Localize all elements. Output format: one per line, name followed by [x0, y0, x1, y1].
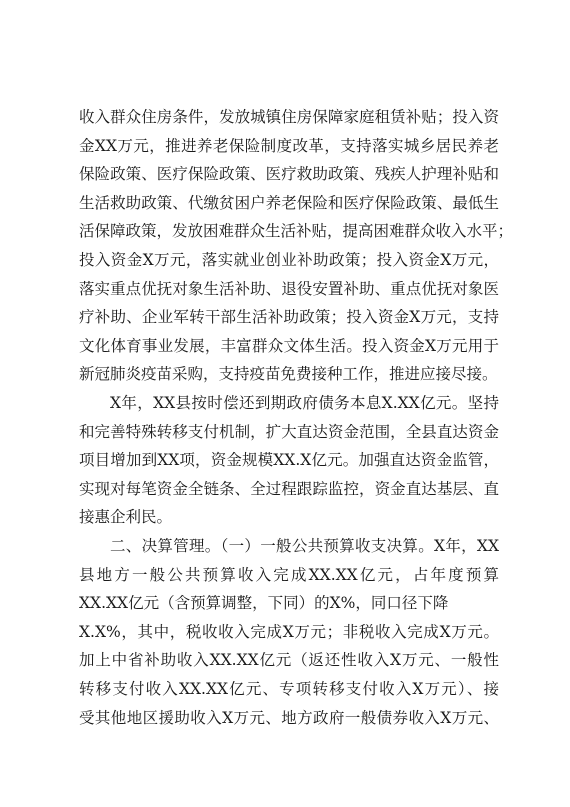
text-line: 生活救助政策、代缴贫困户养老保险和医疗保险政策、最低生: [79, 193, 499, 212]
text-line: 收入群众住房条件，发放城镇住房保障家庭租赁补贴；投入资: [79, 108, 499, 126]
text-line: 文化体育事业发展，丰富群众文体生活。投入资金X万元用于: [79, 336, 499, 355]
text-line: 受其他地区援助收入X万元、地方政府一般债券收入X万元、: [79, 708, 499, 727]
text-line: 二、决算管理。（一）一般公共预算收支决算。X年，XX: [110, 537, 499, 555]
text-line: 转移支付收入XX.XX亿元、专项转移支付收入X万元）、接: [79, 679, 499, 698]
text-line: 疗补助、企业军转干部生活补助政策；投入资金X万元，支持: [79, 308, 499, 327]
text-line: X.X%，其中，税收收入完成X万元；非税收入完成X万元。: [79, 622, 499, 641]
text-line: 投入资金X万元，落实就业创业补助政策；投入资金X万元，: [79, 250, 499, 269]
text-line: 和完善特殊转移支付机制，扩大直达资金范围，全县直达资金: [79, 422, 499, 441]
text-line: XX.XX亿元（含预算调整，下同）的X%，同口径下降: [79, 594, 449, 613]
text-line: 县地方一般公共预算收入完成XX.XX亿元，占年度预算: [79, 565, 499, 584]
paragraph-1: [79, 103, 514, 389]
text-line: X年，XX县按时偿还到期政府债务本息X.XX亿元。坚持: [110, 394, 499, 412]
text-line: 实现对每笔资金全链条、全过程跟踪监控，资金直达基层、直: [79, 479, 499, 498]
text-line: 落实重点优抚对象生活补助、退役安置补助、重点优抚对象医: [79, 279, 499, 298]
text-line: 加上中省补助收入XX.XX亿元（返还性收入X万元、一般性: [79, 651, 499, 670]
paragraph-3: [79, 532, 499, 732]
text-line: 活保障政策，发放困难群众生活补贴，提高困难群众收入水平；: [79, 222, 514, 241]
text-line: 接惠企利民。: [79, 508, 173, 527]
text-line: 新冠肺炎疫苗采购，支持疫苗免费接种工作，推进应接尽接。: [79, 365, 498, 384]
text-line: 保险政策、医疗保险政策、医疗救助政策、残疾人护理补贴和: [79, 165, 499, 184]
text-line: 项目增加到XX项，资金规模XX.X亿元。加强直达资金监管，: [79, 451, 499, 470]
paragraph-2: [79, 389, 499, 532]
text-line: 金XX万元，推进养老保险制度改革，支持落实城乡居民养老: [79, 136, 499, 155]
